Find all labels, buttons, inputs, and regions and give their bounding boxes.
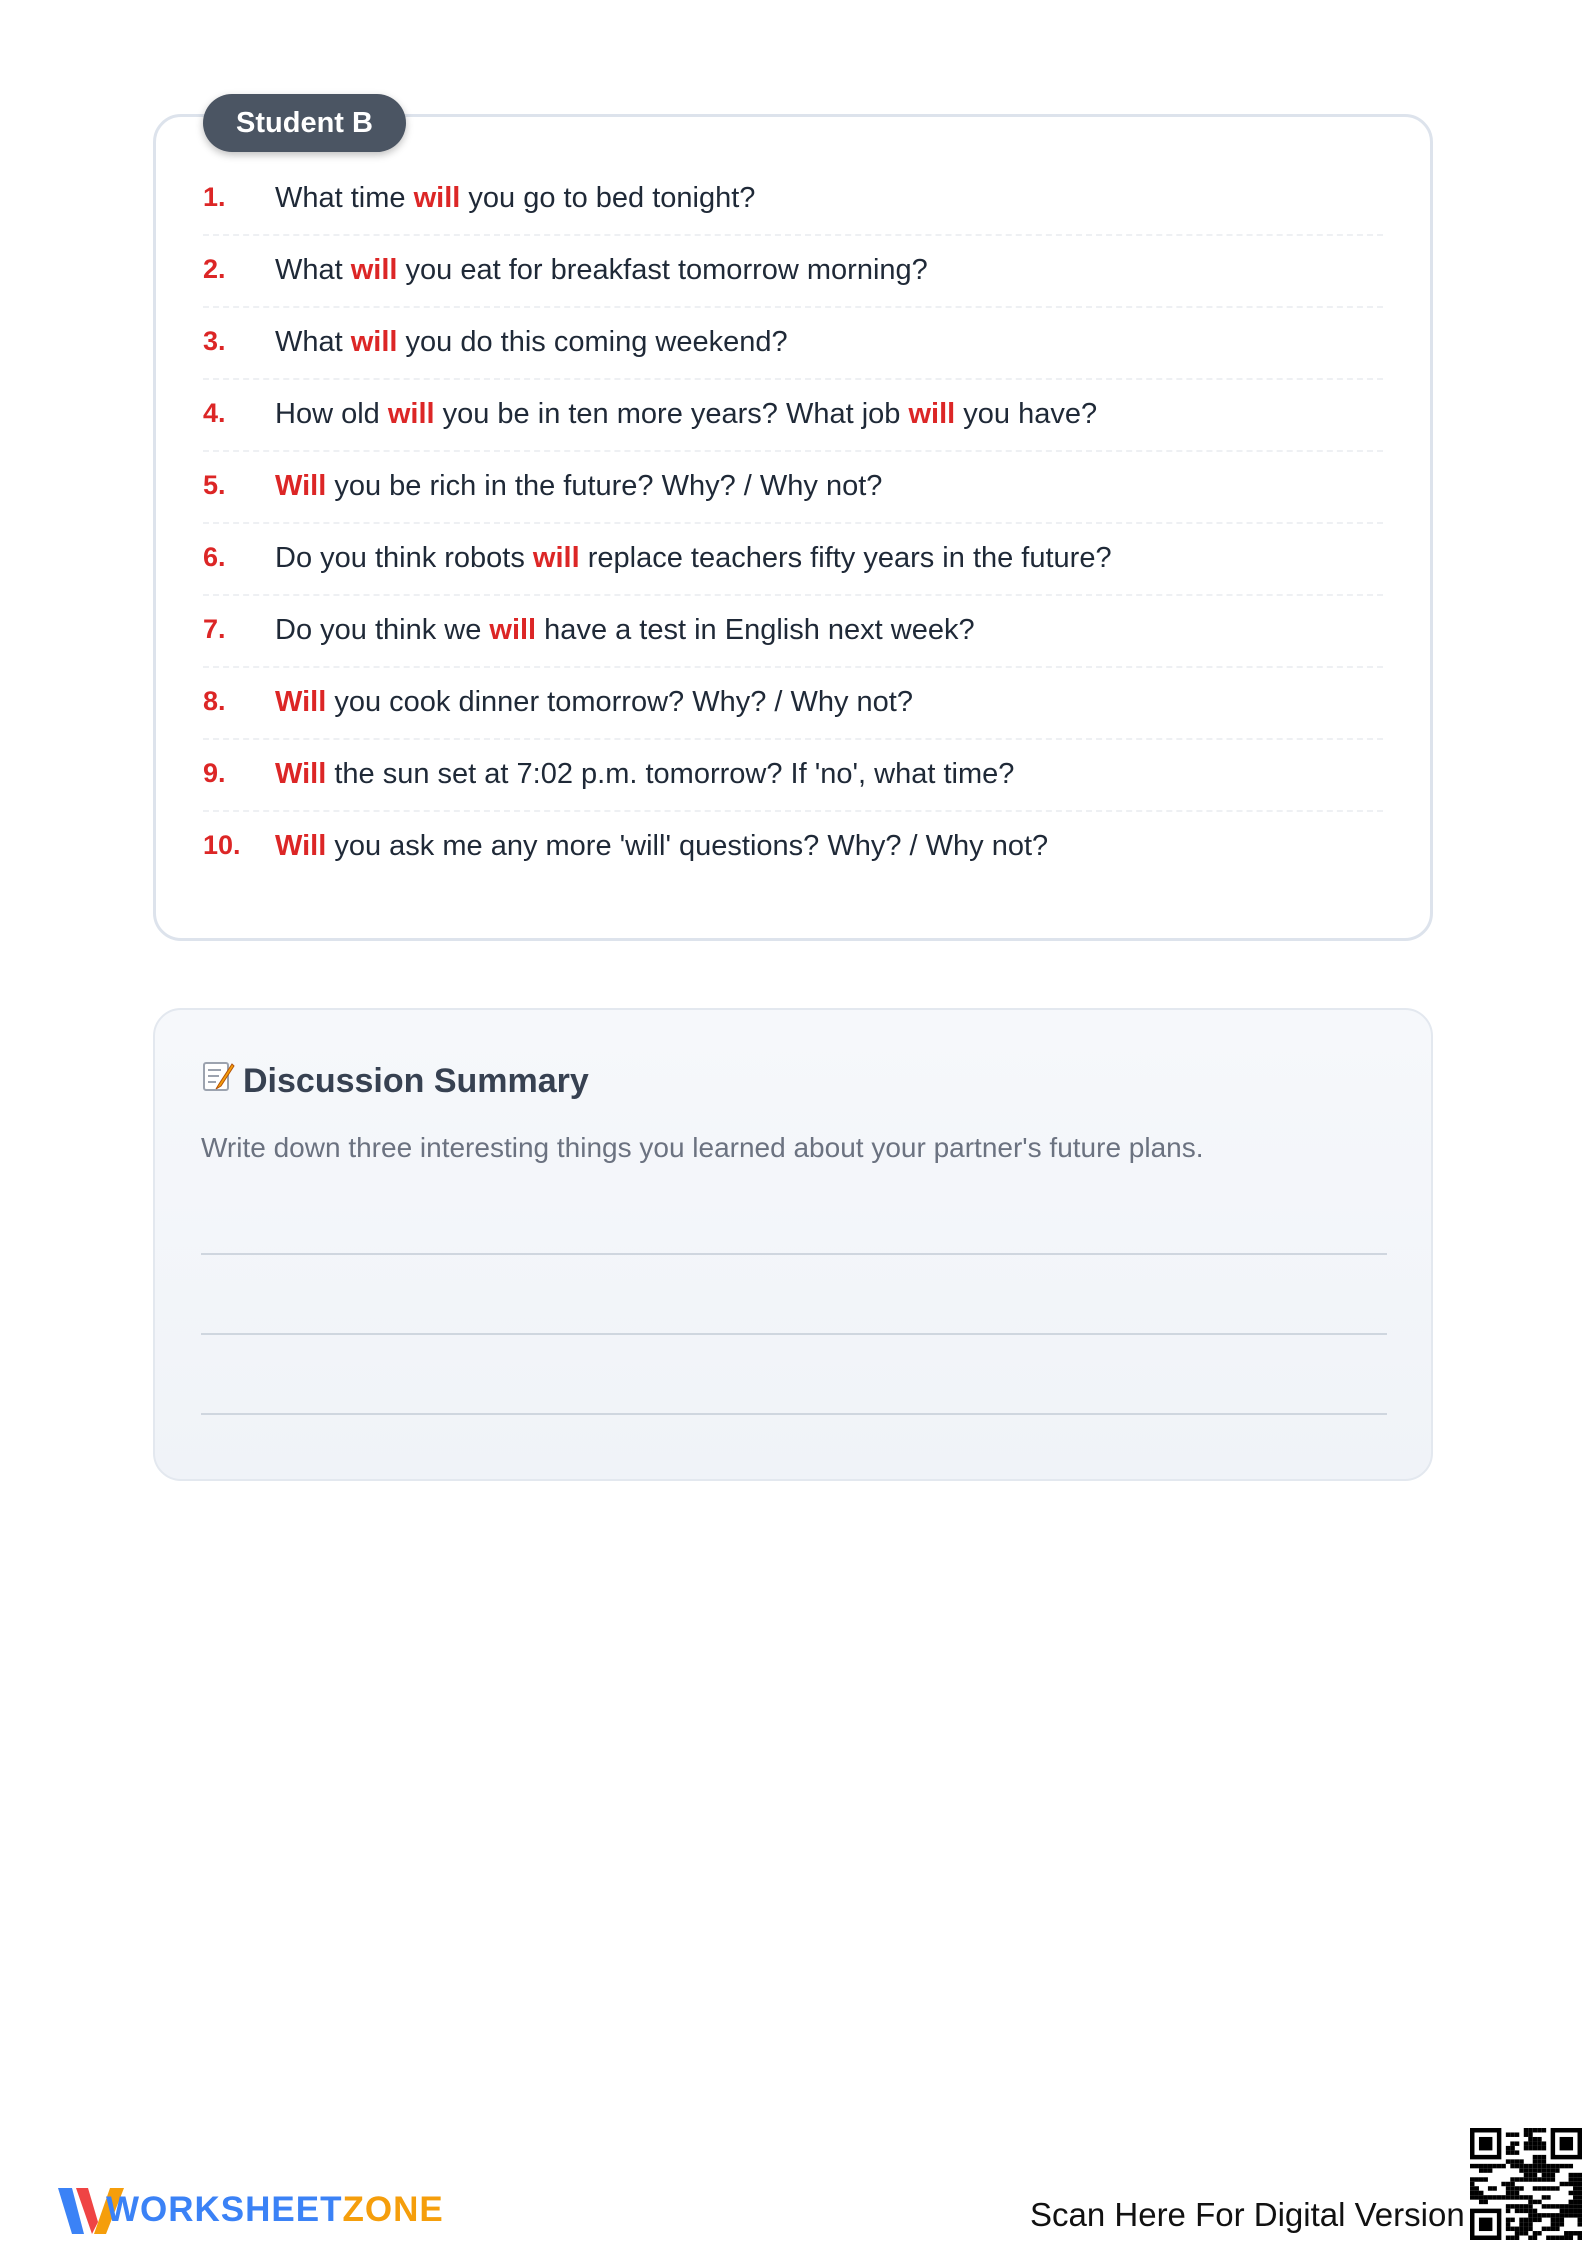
question-text-segment: the sun set at 7:02 p.m. tomorrow? If 'no', what time? [326, 758, 1015, 790]
question-text-segment: How old [275, 398, 388, 430]
summary-description: Write down three interesting things you learned about your partner's future plans. [201, 1132, 1204, 1163]
question-text-segment: What time [275, 182, 414, 214]
keyword-will: will [489, 614, 537, 646]
question-number: 1. [203, 182, 226, 212]
brand-name [106, 2190, 444, 2230]
question-list [203, 164, 1383, 884]
scan-text: Scan Here For Digital Version [1030, 2196, 1465, 2233]
question-text-segment: What [275, 254, 351, 286]
question-item [203, 740, 1383, 812]
keyword-will: will [908, 398, 956, 430]
question-number: 5. [203, 470, 226, 500]
question-item [203, 452, 1383, 524]
summary-title-text: Discussion Summary [243, 1062, 589, 1100]
answer-line-2[interactable] [201, 1333, 1387, 1335]
memo-icon [201, 1058, 235, 1101]
question-text [275, 398, 1097, 431]
brand-secondary: ZONE [342, 2190, 444, 2229]
question-number: 7. [203, 614, 226, 644]
question-item [203, 524, 1383, 596]
question-number: 8. [203, 686, 226, 716]
question-item [203, 380, 1383, 452]
student-label: Student B [203, 94, 406, 152]
keyword-will: will [532, 542, 580, 574]
question-text [275, 182, 755, 215]
question-text-segment: you be in ten more years? What job [434, 398, 909, 430]
keyword-will: will [413, 182, 461, 214]
question-text-segment: you eat for breakfast tomorrow morning? [397, 254, 928, 286]
question-text-segment: you do this coming weekend? [397, 326, 788, 358]
question-text-segment: you cook dinner tomorrow? Why? / Why not? [326, 686, 913, 718]
keyword-will: Will [275, 686, 327, 718]
question-text [275, 614, 975, 647]
question-text [275, 758, 1014, 791]
question-text-segment: you ask me any more 'will' questions? Why? / Why not? [326, 830, 1049, 862]
question-item [203, 308, 1383, 380]
qr-code-icon[interactable] [1470, 2128, 1582, 2240]
brand-primary: WORKSHEET [106, 2190, 343, 2229]
question-item [203, 596, 1383, 668]
keyword-will: Will [275, 830, 327, 862]
keyword-will: will [387, 398, 435, 430]
question-number: 4. [203, 398, 226, 428]
question-item [203, 812, 1383, 884]
question-text-segment: Do you think we [275, 614, 490, 646]
question-text-segment: you have? [955, 398, 1098, 430]
question-text [275, 542, 1112, 575]
question-text [275, 254, 928, 287]
question-text [275, 470, 882, 503]
question-text [275, 830, 1048, 863]
answer-line-3[interactable] [201, 1413, 1387, 1415]
question-item [203, 164, 1383, 236]
question-text-segment: you be rich in the future? Why? / Why not? [326, 470, 883, 502]
question-number: 10. [203, 830, 241, 860]
question-number: 2. [203, 254, 226, 284]
question-text-segment: What [275, 326, 351, 358]
keyword-will: will [350, 254, 398, 286]
keyword-will: Will [275, 470, 327, 502]
question-number: 9. [203, 758, 226, 788]
question-text [275, 326, 788, 359]
summary-title [201, 1058, 589, 1101]
keyword-will: Will [275, 758, 327, 790]
question-number: 3. [203, 326, 226, 356]
question-item [203, 668, 1383, 740]
answer-line-1[interactable] [201, 1253, 1387, 1255]
question-number: 6. [203, 542, 226, 572]
question-item [203, 236, 1383, 308]
question-text-segment: have a test in English next week? [536, 614, 975, 646]
keyword-will: will [350, 326, 398, 358]
question-text-segment: you go to bed tonight? [460, 182, 756, 214]
question-text-segment: Do you think robots [275, 542, 533, 574]
question-text [275, 686, 913, 719]
question-text-segment: replace teachers fifty years in the future? [579, 542, 1112, 574]
